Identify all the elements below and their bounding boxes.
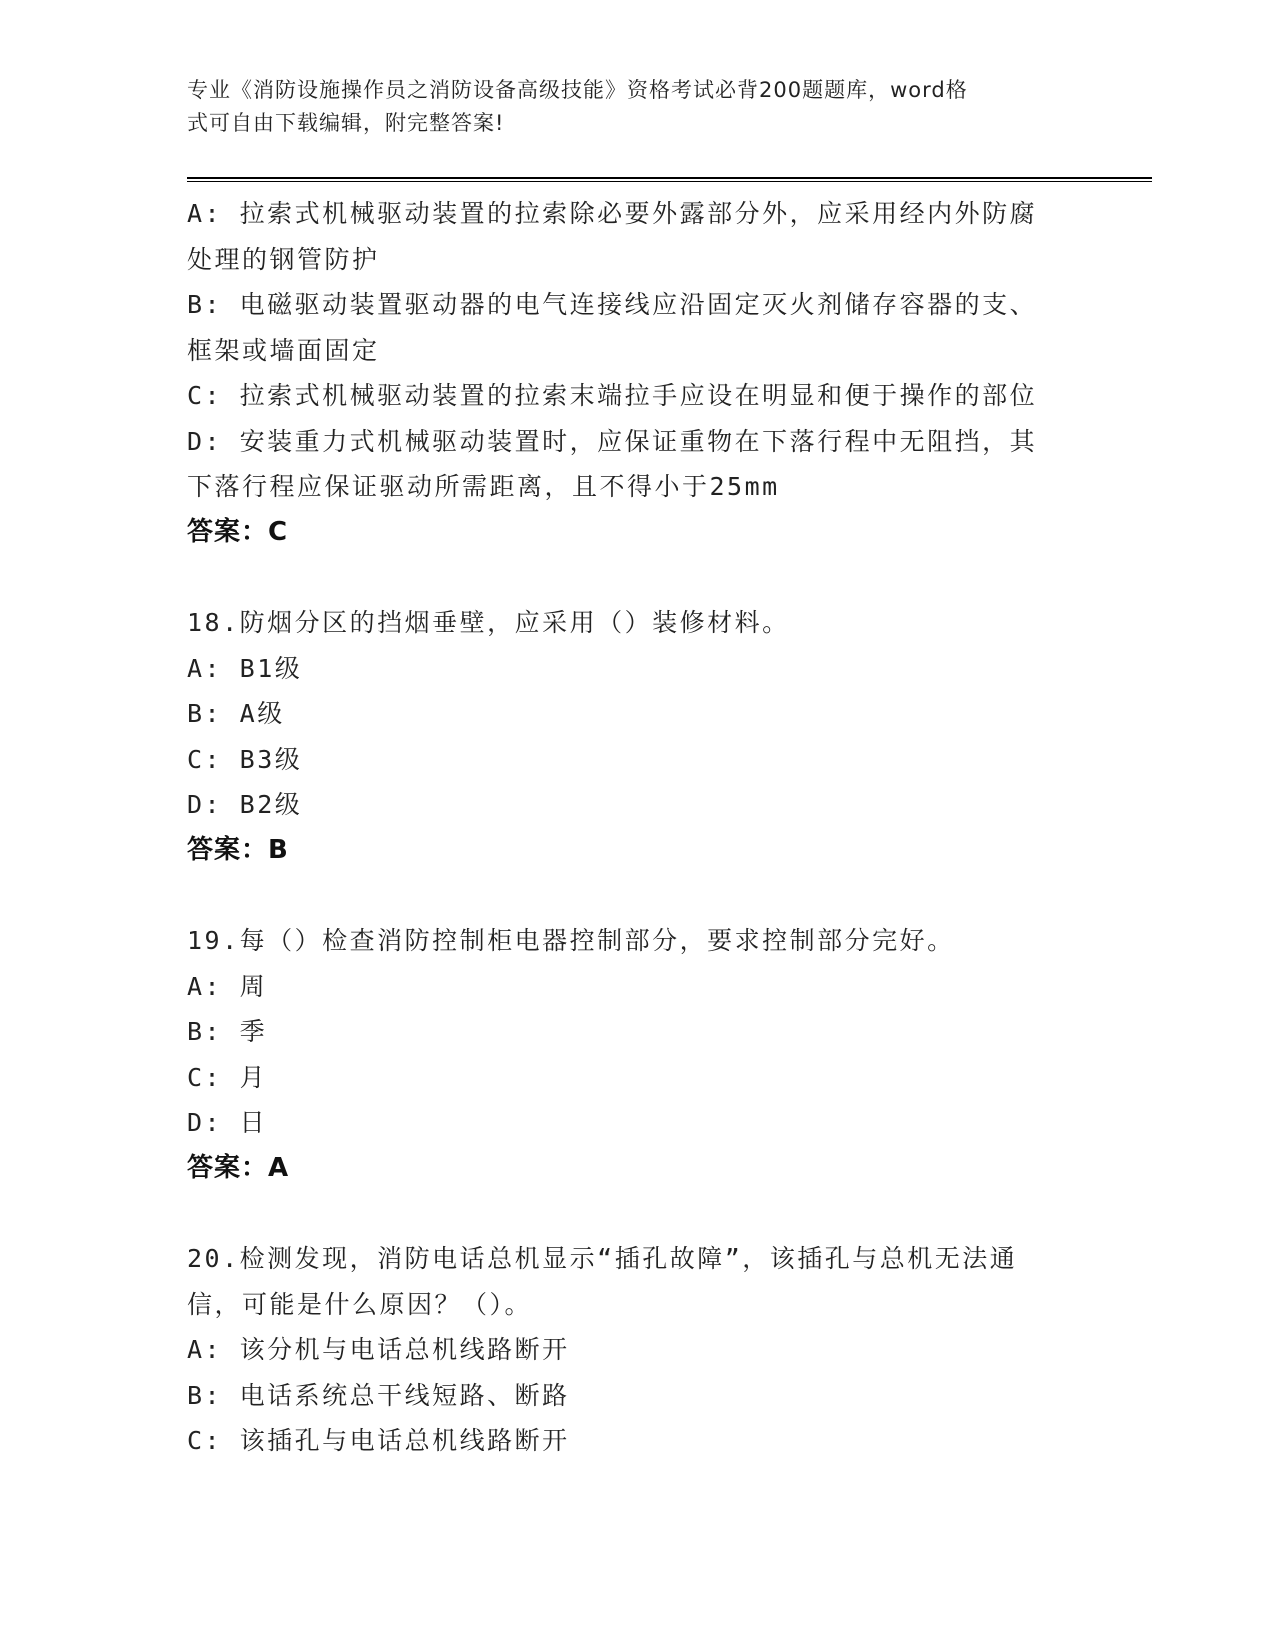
option-b-line-1: B: 电磁驱动装置驱动器的电气连接线应沿固定灭火剂储存容器的支、 <box>187 290 1038 319</box>
option-b: B: A级 <box>187 699 285 728</box>
option-c: C: B3级 <box>187 744 303 774</box>
option-c: C: 拉索式机械驱动装置的拉索末端拉手应设在明显和便于操作的部位 <box>187 381 1038 410</box>
option-b: B: 季 <box>187 1017 268 1046</box>
question-19 <box>187 918 1067 1191</box>
option-d-line-2: 下落行程应保证驱动所需距离，且不得小于25mm <box>187 472 780 501</box>
question-17-continued <box>187 191 1067 555</box>
option-c: C: 月 <box>187 1062 268 1092</box>
document-header <box>187 74 1067 140</box>
option-d-line-1: D: 安装重力式机械驱动装置时，应保证重物在下落行程中无阻挡，其 <box>187 426 1038 456</box>
question-stem: 18.防烟分区的挡烟垂壁，应采用（）装修材料。 <box>187 608 790 637</box>
question-18 <box>187 600 1067 873</box>
option-a-line-2: 处理的钢管防护 <box>187 244 380 274</box>
answer-label: 答案：B <box>187 834 289 865</box>
option-b: B: 电话系统总干线短路、断路 <box>187 1380 570 1410</box>
answer-label: 答案：A <box>187 1152 290 1183</box>
option-d: D: 日 <box>187 1108 268 1137</box>
question-stem: 19.每（）检查消防控制柜电器控制部分，要求控制部分完好。 <box>187 926 955 955</box>
header-title-line-1: 专业《消防设施操作员之消防设备高级技能》资格考试必背200题题库，word格 <box>187 78 968 102</box>
question-stem-line-1: 20.检测发现，消防电话总机显示“插孔故障”，该插孔与总机无法通 <box>187 1244 1018 1273</box>
answer-label: 答案：C <box>187 516 289 547</box>
header-title-line-2: 式可自由下载编辑，附完整答案! <box>187 111 505 135</box>
option-a: A: B1级 <box>187 653 303 683</box>
option-a: A: 周 <box>187 971 268 1001</box>
option-a-line-1: A: 拉索式机械驱动装置的拉索除必要外露部分外，应采用经内外防腐 <box>187 199 1038 228</box>
option-b-line-2: 框架或墙面固定 <box>187 335 380 365</box>
option-c: C: 该插孔与电话总机线路断开 <box>187 1426 570 1455</box>
option-d: D: B2级 <box>187 790 303 819</box>
option-a: A: 该分机与电话总机线路断开 <box>187 1335 570 1364</box>
header-divider-thin <box>187 181 1152 182</box>
question-list <box>187 191 1067 1464</box>
header-divider-thick <box>187 177 1152 179</box>
question-stem-line-2: 信，可能是什么原因？（）。 <box>187 1289 533 1319</box>
question-20 <box>187 1236 1067 1464</box>
